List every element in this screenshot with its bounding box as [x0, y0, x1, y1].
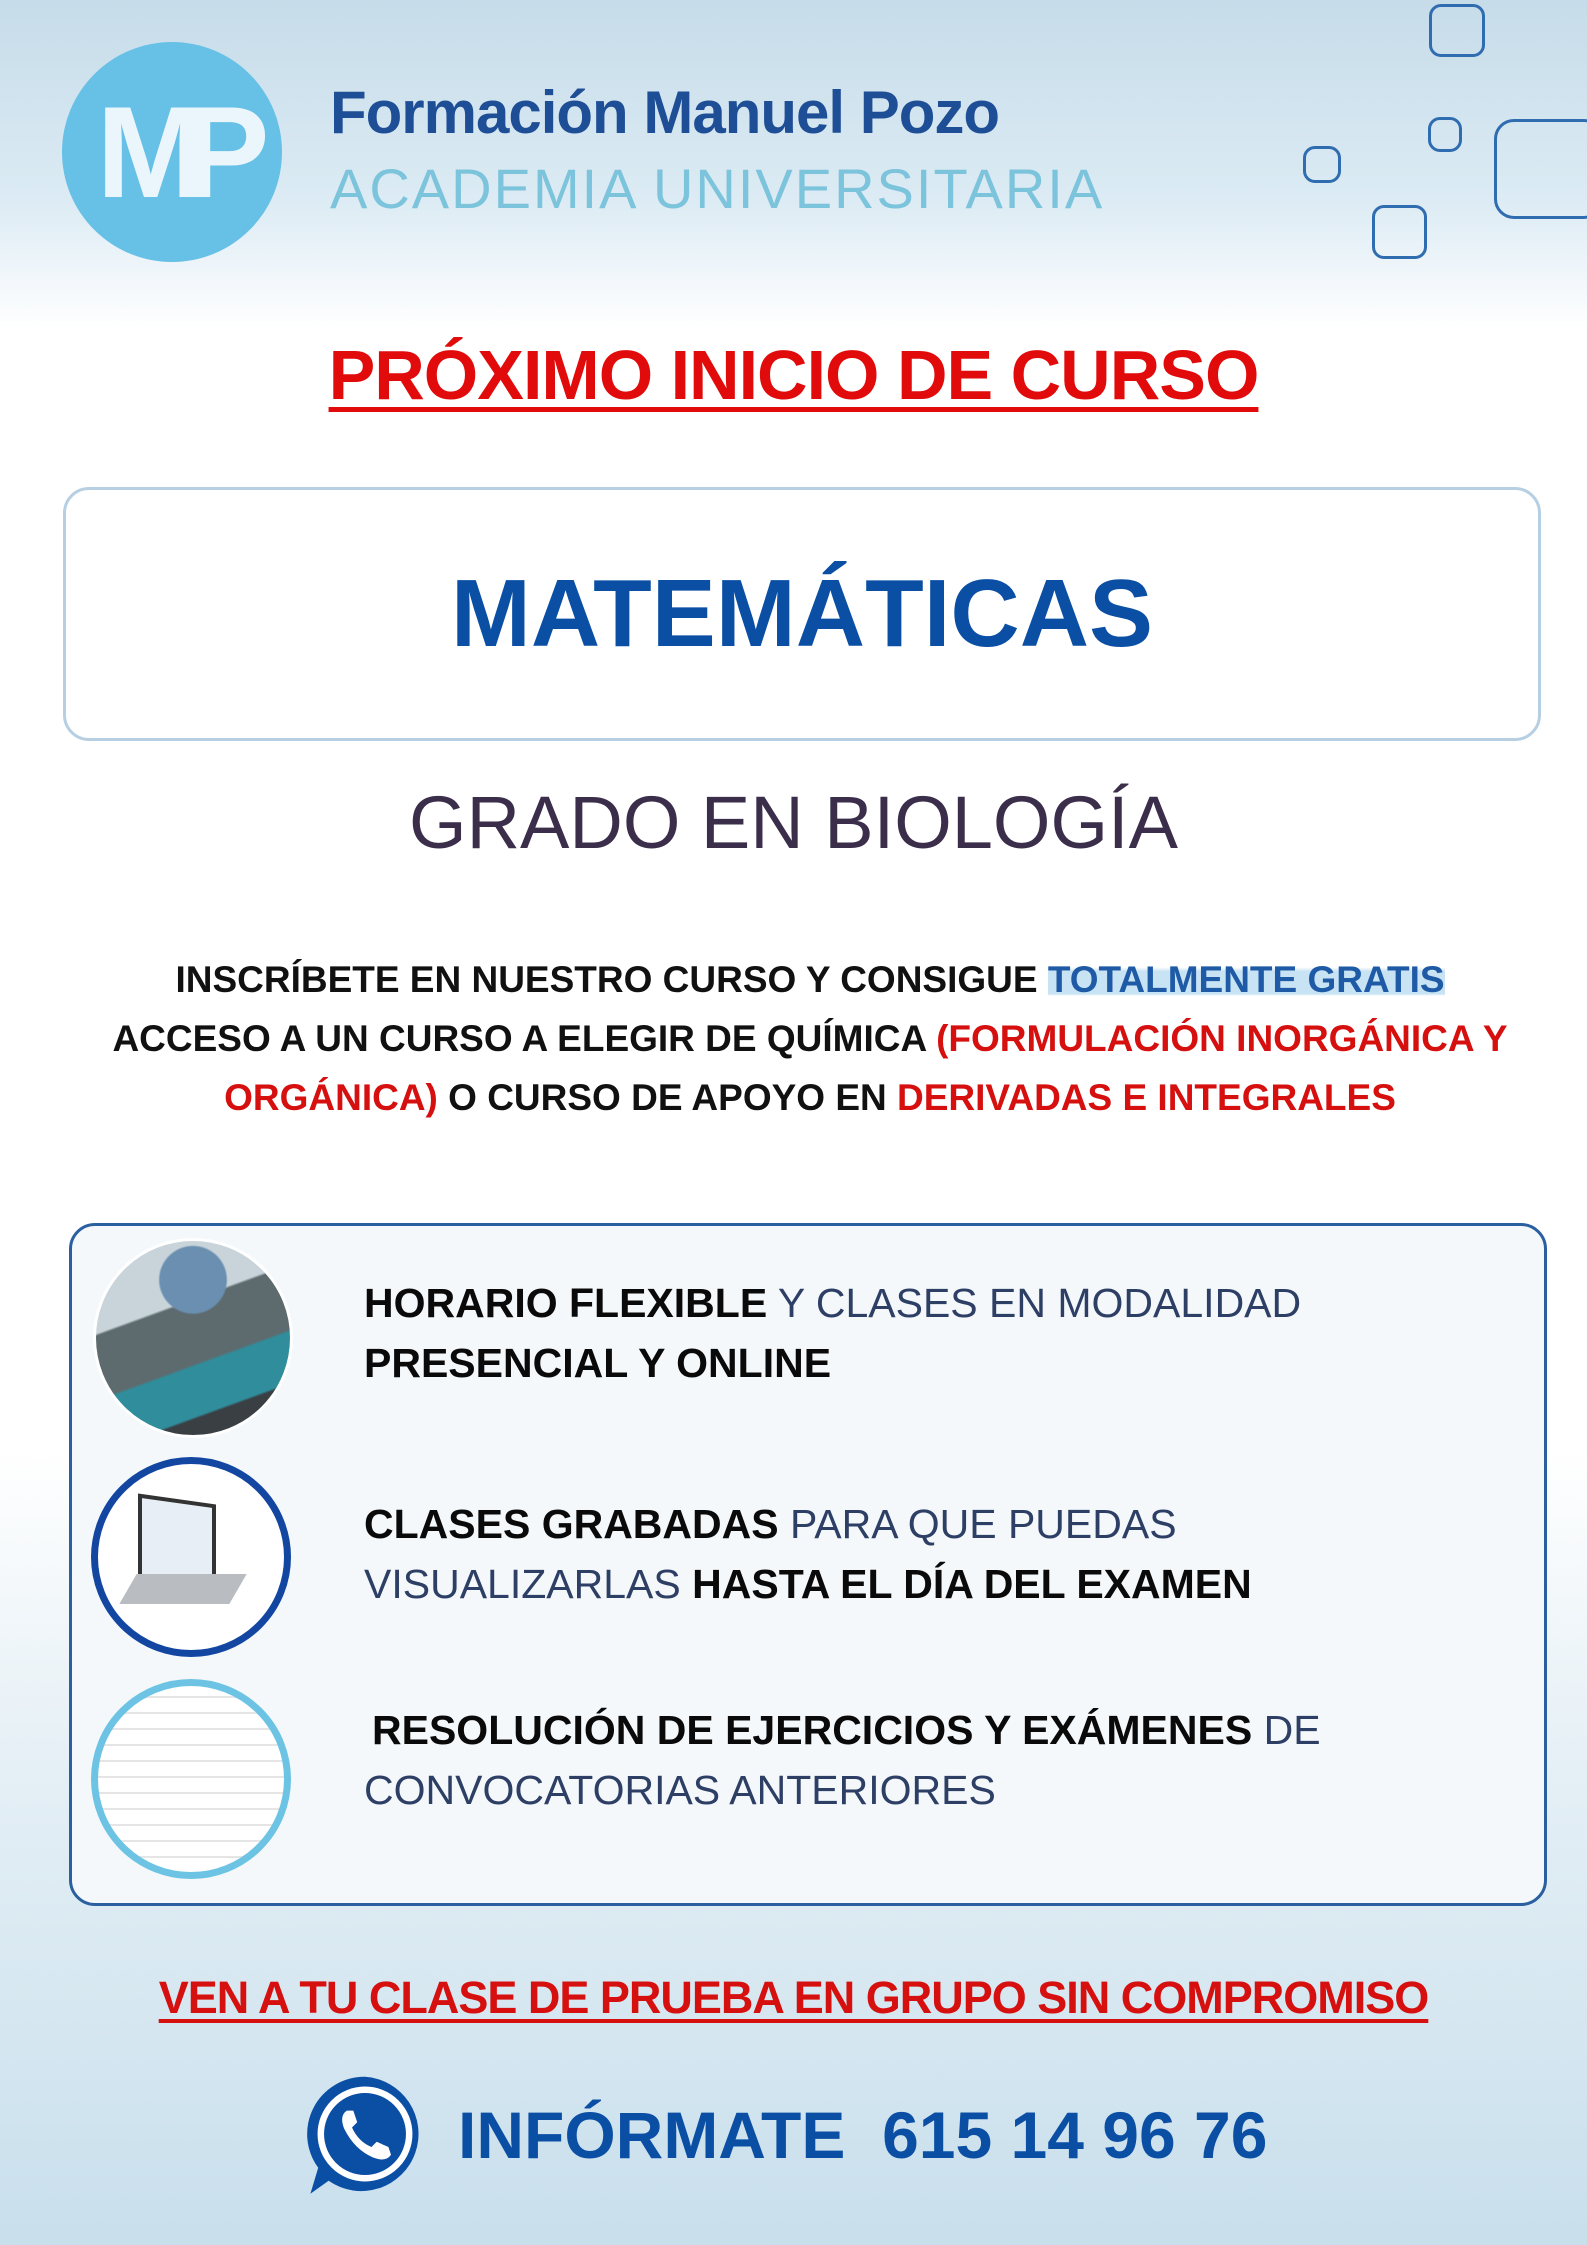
feature-item: RESOLUCIÓN DE EJERCICIOS Y EXÁMENES DE CONVOCATORIAS ANTERIORES: [364, 1707, 1321, 1813]
contact-label: INFÓRMATE: [458, 2098, 846, 2172]
contact-info: [458, 2097, 1267, 2173]
headline: PRÓXIMO INICIO DE CURSO: [328, 336, 1259, 414]
promo-text: INSCRÍBETE EN NUESTRO CURSO Y CONSIGUE TOTALMENTE GRATIS ACCESO A UN CURSO A ELEGIR DE QUÍMICA (FORMULACIÓN INORGÁNICA Y ORGÁNICA) O CURSO DE APOYO EN DERIVADAS E INTEGRALES: [112, 959, 1508, 1118]
classroom-photo-icon: [93, 1238, 293, 1438]
logo-letters: MP: [96, 79, 248, 225]
decorative-square: [1429, 4, 1485, 57]
decorative-square: [1494, 119, 1587, 219]
decorative-square: [1428, 117, 1462, 152]
features-box: [69, 1223, 1547, 1906]
brand-name: Formación Manuel Pozo: [330, 79, 1000, 146]
subject-box: [63, 487, 1541, 741]
phone-number[interactable]: 615 14 96 76: [882, 2098, 1268, 2172]
trial-class-cta: VEN A TU CLASE DE PRUEBA EN GRUPO SIN COMPROMISO: [158, 1972, 1429, 2023]
feature-item: CLASES GRABADAS PARA QUE PUEDAS VISUALIZARLAS HASTA EL DÍA DEL EXAMEN: [364, 1501, 1252, 1607]
free-highlight: TOTALMENTE GRATIS: [1047, 959, 1445, 1000]
decorative-square: [1372, 205, 1427, 259]
subject-title: MATEMÁTICAS: [450, 560, 1154, 667]
math-notes-photo-icon: [91, 1679, 291, 1879]
brand-tagline: ACADEMIA UNIVERSITARIA: [330, 157, 1105, 220]
degree-title: GRADO EN BIOLOGÍA: [409, 781, 1178, 864]
feature-item: HORARIO FLEXIBLE Y CLASES EN MODALIDAD PRESENCIAL Y ONLINE: [364, 1280, 1302, 1386]
whatsapp-icon[interactable]: [300, 2069, 430, 2199]
decorative-square: [1303, 146, 1341, 183]
laptop-photo-icon: [91, 1457, 291, 1657]
